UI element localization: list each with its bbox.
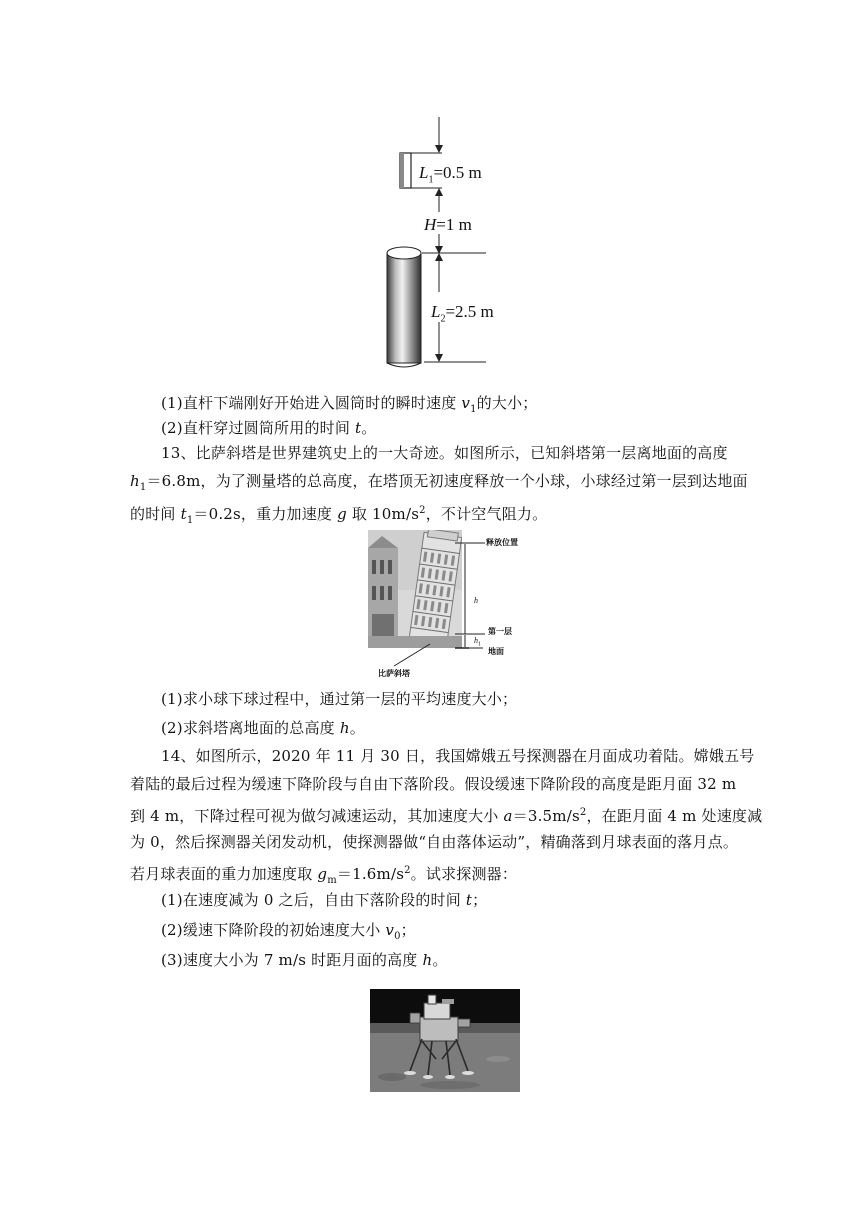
ground-label: 地面 bbox=[488, 647, 504, 656]
l2-label: $L_2=2.5$ m bbox=[431, 302, 494, 325]
q14-line1: 14、如图所示，2020 年 11 月 30 日，我国嫦娥五号探测器在月面成功着陆。嫦娥五号 bbox=[161, 747, 755, 765]
q14-sub2: (2)缓速下降阶段的初始速度大小 $v_0$； bbox=[161, 921, 416, 942]
pisa-caption: 比萨斜塔 bbox=[378, 669, 410, 678]
q14-sub1: (1)在速度减为 0 之后，自由下落阶段的时间 t； bbox=[161, 891, 488, 909]
q12-sub1: (1)直杆下端刚好开始进入圆筒时的瞬时速度 $v_1$的大小； bbox=[161, 394, 538, 415]
q14-sub3: (3)速度大小为 7 m/s 时距月面的高度 h。 bbox=[161, 951, 448, 969]
q14-line4: 为 0，然后探测器关闭发动机，使探测器做“自由落体运动”，精确落到月球表面的落月点。 bbox=[130, 833, 739, 851]
q14-line3: 到 4 m，下降过程可视为做匀减速运动，其加速度大小 $a=3.5m/s^2$，在距月面 4 m 处速度减 bbox=[130, 807, 763, 825]
l1-label: $L_1=0.5$ m bbox=[419, 163, 482, 186]
pisa-tower-photo bbox=[368, 530, 462, 648]
pisa-dimension-lines bbox=[455, 530, 515, 660]
h-label: H=1 m bbox=[424, 215, 472, 234]
q13-sub1: (1)求小球下球过程中，通过第一层的平均速度大小； bbox=[161, 690, 518, 708]
q13-line3: 的时间 $t_1=0.2s$，重力加速度 g 取 $10m/s^2$，不计空气阻力。 bbox=[130, 505, 548, 526]
q14-line2: 着陆的最后过程为缓速下降阶段与自由下落阶段。假设缓速下降阶段的高度是距月面 32 m bbox=[130, 775, 737, 793]
q13-sub2: (2)求斜塔离地面的总高度 h。 bbox=[161, 719, 365, 737]
caption-pointer bbox=[390, 640, 440, 670]
lunar-lander-photo bbox=[370, 989, 520, 1092]
rod-cylinder-figure bbox=[380, 112, 520, 370]
q13-line1: 13、比萨斜塔是世界建筑史上的一大奇迹。如图所示，已知斜塔第一层离地面的高度 bbox=[161, 444, 728, 462]
q14-line5: 若月球表面的重力加速度取 $g_m=1.6m/s^2$。试求探测器： bbox=[130, 865, 518, 886]
tower-height-label: h bbox=[474, 596, 478, 605]
first-floor-label: 第一层 bbox=[488, 627, 512, 636]
q13-line2: $h_1=6.8m$，为了测量塔的总高度，在塔顶无初速度释放一个小球，小球经过第一层到达地面 bbox=[130, 472, 748, 493]
h1-label: $h_1$ bbox=[474, 636, 481, 648]
q12-sub2: (2)直杆穿过圆筒所用的时间 t。 bbox=[161, 419, 377, 437]
release-position-label: 释放位置 bbox=[486, 538, 518, 547]
